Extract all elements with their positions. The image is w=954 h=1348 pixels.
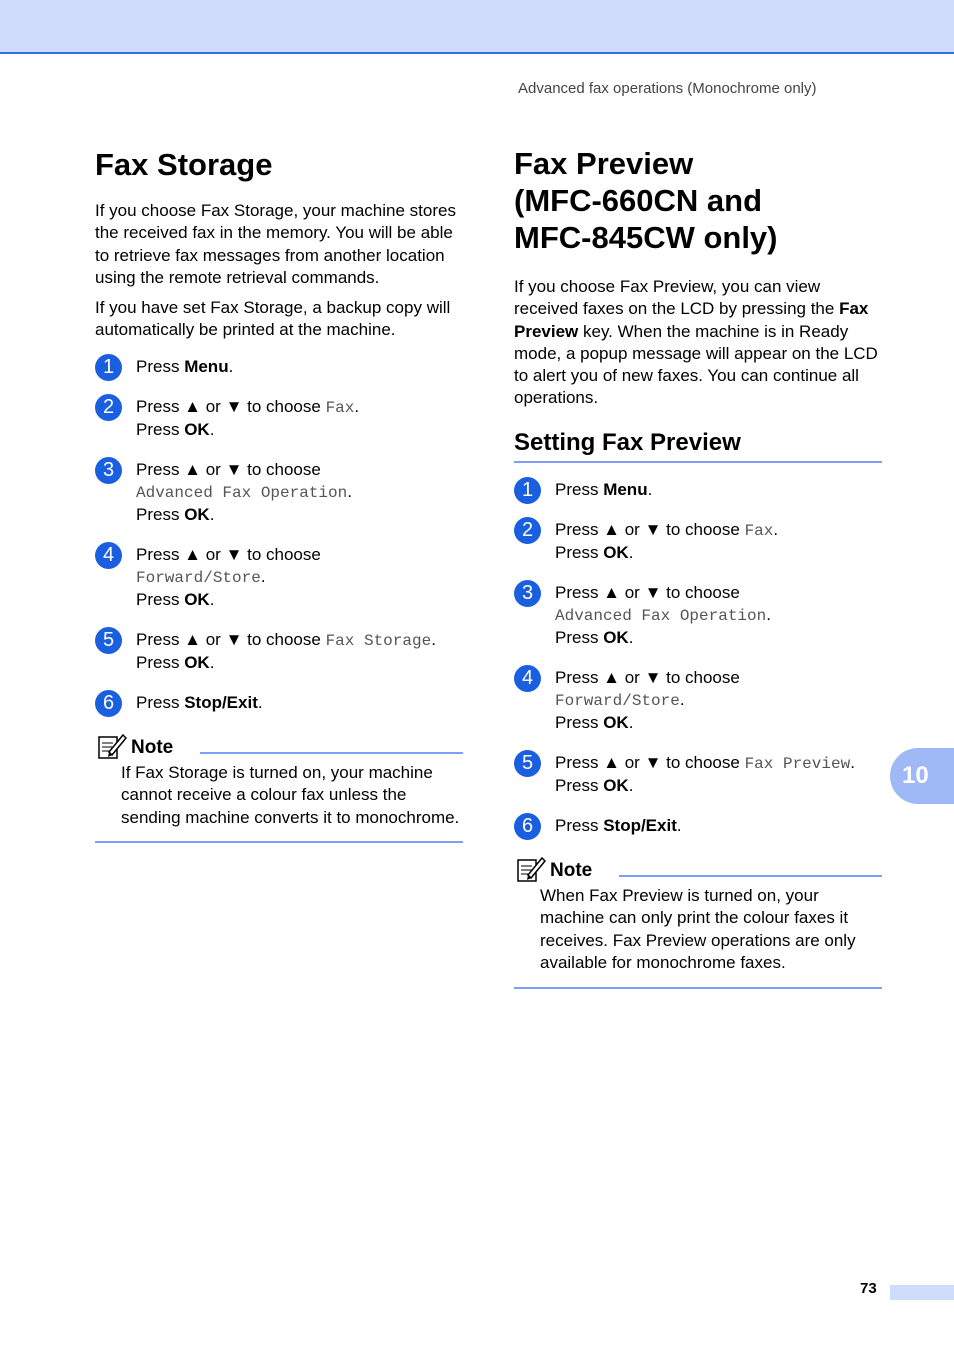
left-column [95, 140, 463, 843]
key-name: Stop/Exit [184, 692, 258, 712]
step: 5 Press ▲ or ▼ to choose Fax Storage. Press OK. [95, 629, 463, 674]
step: 3 Press ▲ or ▼ to choose Advanced Fax Operation. Press OK. [95, 459, 463, 526]
subsection-title: Setting Fax Preview [514, 428, 882, 463]
note-pencil-icon [97, 732, 127, 760]
step: 4 Press ▲ or ▼ to choose Forward/Store. Press OK. [514, 667, 882, 734]
key-name: OK [603, 712, 629, 732]
lcd-option: Advanced Fax Operation [555, 606, 767, 625]
key-name: OK [603, 542, 629, 562]
step-number-badge: 6 [514, 813, 541, 840]
note-rule [619, 875, 882, 877]
paragraph: If you choose Fax Preview, you can view received faxes on the LCD by pressing the Fax Preview key. When the machine is in Ready mode, a popup message will appear on the LCD to alert you of new faxes. You can continue all operations. [514, 277, 878, 408]
step-number-badge: 4 [514, 665, 541, 692]
step: 1 Press Menu. [514, 479, 882, 501]
right-column [514, 140, 882, 989]
lcd-option: Advanced Fax Operation [136, 483, 348, 502]
note-pencil-icon [516, 855, 546, 883]
step-list [95, 356, 463, 714]
note-box [514, 855, 882, 989]
step: 6 Press Stop/Exit. [95, 692, 463, 714]
note-text: If Fax Storage is turned on, your machine cannot receive a colour fax unless the sending machine converts it to monochrome. [95, 762, 463, 844]
step-number-badge: 4 [95, 542, 122, 569]
note-rule [200, 752, 463, 754]
header-band [0, 0, 954, 54]
chapter-tab[interactable]: 10 [890, 748, 954, 804]
key-name: OK [184, 589, 210, 609]
running-header: Advanced fax operations (Monochrome only) [518, 80, 817, 97]
step-number-badge: 3 [514, 580, 541, 607]
step: 2 Press ▲ or ▼ to choose Fax. Press OK. [95, 396, 463, 441]
key-name: Menu [184, 356, 229, 376]
key-name: Fax Preview [514, 299, 869, 341]
key-name: Stop/Exit [603, 815, 677, 835]
section-title-fax-storage: Fax Storage [95, 147, 273, 182]
step-number-badge: 2 [514, 517, 541, 544]
page-number-bar [890, 1285, 954, 1300]
step-number-badge: 5 [514, 750, 541, 777]
key-name: OK [184, 652, 210, 672]
lcd-option: Fax Preview [744, 754, 851, 773]
key-name: OK [603, 627, 629, 647]
step: 5 Press ▲ or ▼ to choose Fax Preview. Press OK. [514, 752, 882, 797]
paragraph: If you have set Fax Storage, a backup copy will automatically be printed at the machine. [95, 298, 451, 340]
lcd-option: Fax [325, 398, 355, 417]
step-number-badge: 6 [95, 690, 122, 717]
key-name: Menu [603, 479, 648, 499]
lcd-option: Fax [744, 521, 774, 540]
key-name: OK [184, 504, 210, 524]
key-name: OK [184, 419, 210, 439]
step-number-badge: 1 [514, 477, 541, 504]
step: 1 Press Menu. [95, 356, 463, 378]
note-box [95, 732, 463, 844]
lcd-option: Forward/Store [555, 691, 680, 710]
key-name: OK [603, 775, 629, 795]
step-number-badge: 2 [95, 394, 122, 421]
step-list [514, 479, 882, 837]
note-title: Note [550, 859, 593, 881]
step: 3 Press ▲ or ▼ to choose Advanced Fax Operation. Press OK. [514, 582, 882, 649]
lcd-option: Fax Storage [325, 631, 432, 650]
note-text: When Fax Preview is turned on, your machine can only print the colour faxes it receives. Fax Preview operations are only available for monochrome faxes. [514, 885, 882, 989]
note-title: Note [131, 736, 174, 758]
step-number-badge: 5 [95, 627, 122, 654]
page-number: 73 [860, 1280, 877, 1297]
step: 6 Press Stop/Exit. [514, 815, 882, 837]
paragraph: If you choose Fax Storage, your machine stores the received fax in the memory. You will be able to retrieve fax messages from another location using the remote retrieval commands. [95, 201, 456, 287]
section-title-fax-preview: Fax Preview (MFC-660CN and MFC-845CW only) [514, 146, 778, 255]
lcd-option: Forward/Store [136, 568, 261, 587]
step-number-badge: 3 [95, 457, 122, 484]
step: 4 Press ▲ or ▼ to choose Forward/Store. Press OK. [95, 544, 463, 611]
step-number-badge: 1 [95, 354, 122, 381]
step: 2 Press ▲ or ▼ to choose Fax. Press OK. [514, 519, 882, 564]
